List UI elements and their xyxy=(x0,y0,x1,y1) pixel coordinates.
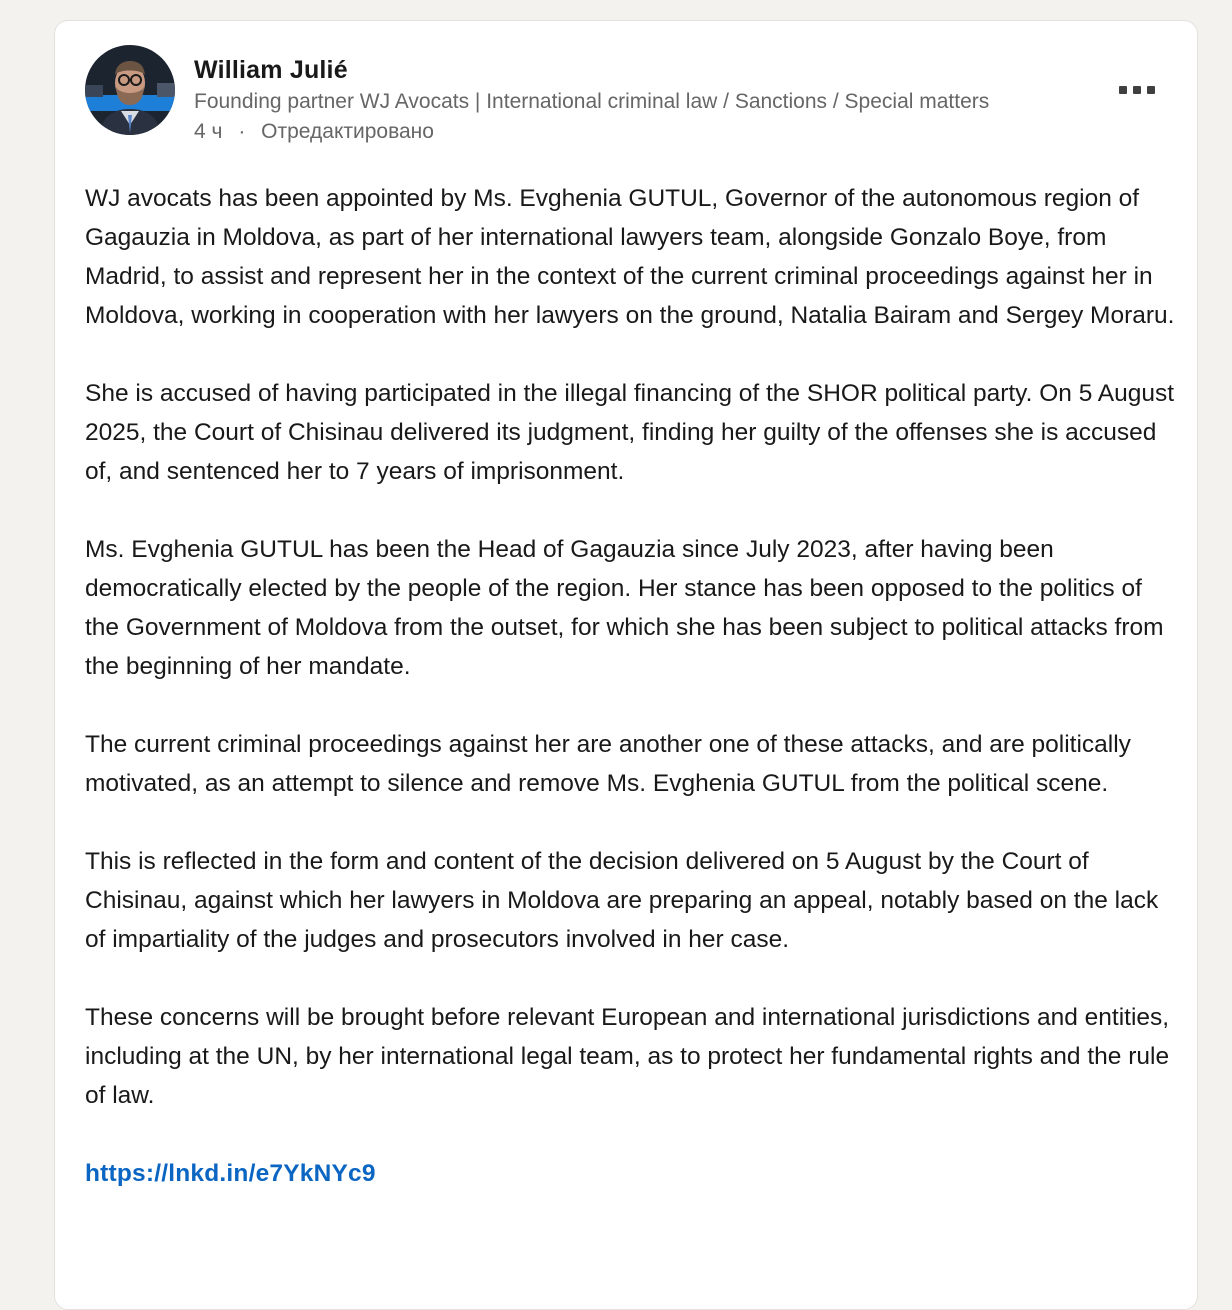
post-header xyxy=(85,45,1167,155)
post-paragraph: She is accused of having participated in the illegal financing of the SHOR political party. On 5 August 2025, the Court of Chisinau delivered its judgment, finding her guilty of the offenses she is accused of, and sentenced her to 7 years of imprisonment. xyxy=(85,380,1175,485)
meta-separator: · xyxy=(238,120,246,143)
post-paragraph: These concerns will be brought before relevant European and international jurisdictions and entities, including at the UN, by her international legal team, as to protect her fundamental rights and the rule of law. xyxy=(85,1004,1170,1109)
post-link[interactable]: https://lnkd.in/e7YkNYc9 xyxy=(85,1160,376,1187)
more-options-button[interactable] xyxy=(1113,75,1161,105)
more-horizontal-icon xyxy=(1133,86,1141,94)
post-paragraph: WJ avocats has been appointed by Ms. Evghenia GUTUL, Governor of the autonomous region of Gagauzia in Moldova, as part of her international lawyers team, alongside Gonzalo Boye, from Madrid, to assist and represent her in the context of the current criminal proceedings against her in Moldova, working in cooperation with her lawyers on the ground, Natalia Bairam and Sergey Moraru. xyxy=(85,185,1175,329)
post-meta xyxy=(194,117,1074,147)
edited-label: Отредактировано xyxy=(261,120,434,143)
post-body xyxy=(85,179,1175,1232)
post-paragraph: This is reflected in the form and content of the decision delivered on 5 August by the Court of Chisinau, against which her lawyers in Moldova are preparing an appeal, notably based on the lack of impartiality of the judges and prosecutors involved in her case. xyxy=(85,848,1159,953)
post-paragraph: Ms. Evghenia GUTUL has been the Head of Gagauzia since July 2023, after having been democratically elected by the people of the region. Her stance has been opposed to the politics of the Government of Moldova from the outset, for which she has been subject to political attacks from the beginning of her mandate. xyxy=(85,536,1164,680)
author-name[interactable]: William Julié xyxy=(194,56,348,84)
more-horizontal-icon xyxy=(1119,86,1127,94)
more-horizontal-icon xyxy=(1147,86,1155,94)
post-paragraph: The current criminal proceedings against her are another one of these attacks, and are politically motivated, as an attempt to silence and remove Ms. Evghenia GUTUL from the political scene. xyxy=(85,731,1131,797)
author-avatar[interactable] xyxy=(85,45,175,135)
author-headline: Founding partner WJ Avocats | International criminal law / Sanctions / Special matters xyxy=(194,90,990,113)
post-card xyxy=(54,20,1198,1310)
post-time: 4 ч xyxy=(194,120,223,143)
author-info xyxy=(194,53,1074,147)
avatar-photo xyxy=(85,45,175,135)
